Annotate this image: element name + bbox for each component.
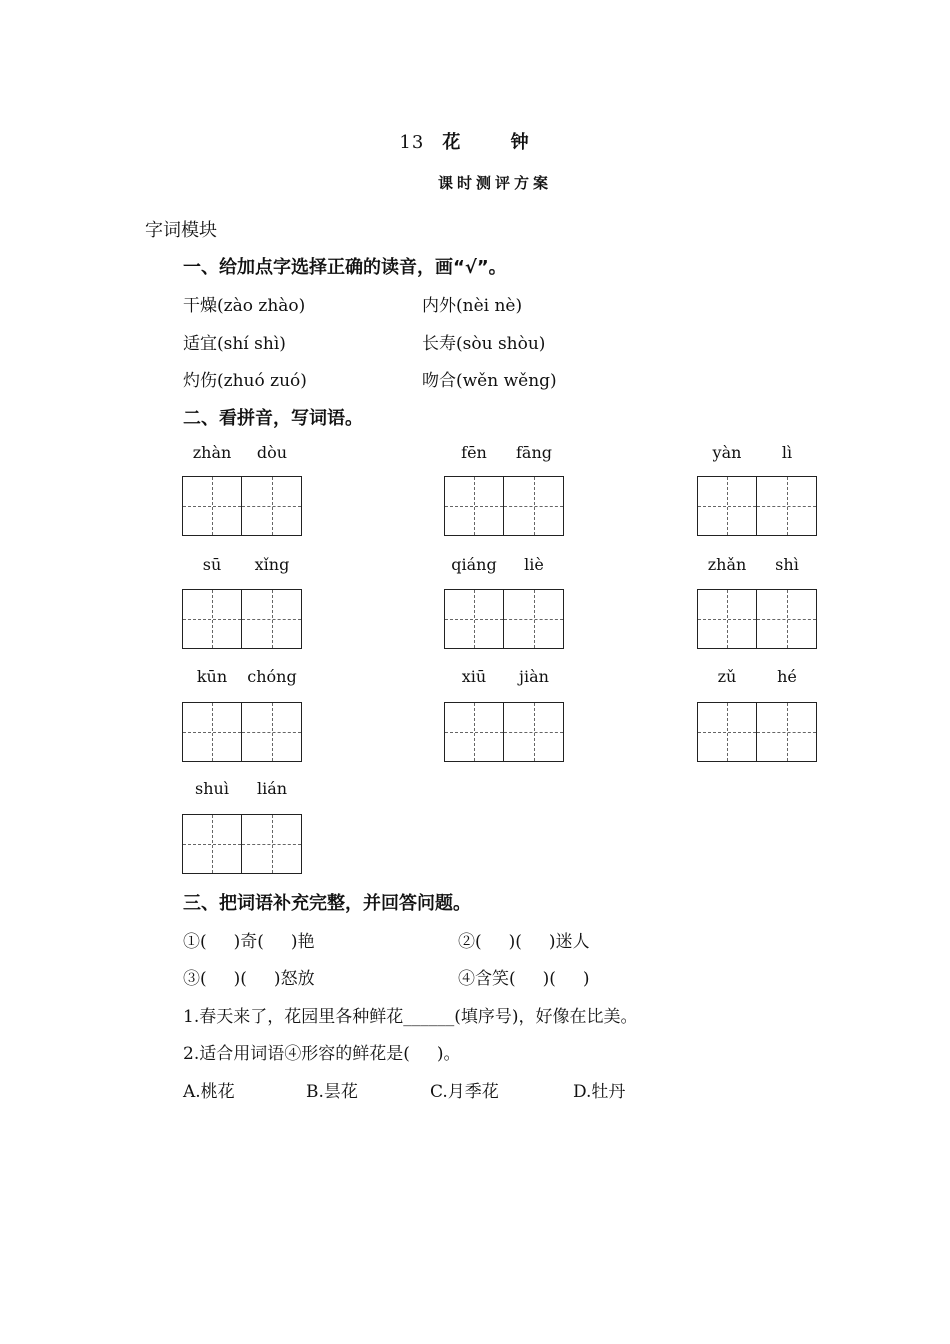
pronunciation-item: 吻合(wěn wěng) [422,371,557,391]
pinyin-label: kūn chóng [196,667,297,686]
page-subtitle: 课时测评方案 [437,174,552,192]
pinyin-label: sū xǐng [202,555,290,574]
section2-heading: 二、看拼音，写词语。 [183,408,363,429]
pinyin-label: shuì lián [195,779,288,798]
writing-grid[interactable] [697,702,817,762]
section1-heading: 一、给加点字选择正确的读音，画“√”。 [183,257,507,278]
pinyin-label: xiū jiàn [461,667,549,686]
option-a: A.桃花 [183,1082,235,1102]
fill-blank-item: ④含笑( )( ) [458,969,590,989]
pinyin-label: zhǎn shì [707,555,799,574]
page-title [0,128,950,154]
section3-heading: 三、把词语补充完整，并回答问题。 [183,893,471,914]
pronunciation-item: 干燥(zào zhào) [183,296,306,316]
option-b: B.昙花 [306,1082,358,1102]
module-title: 字词模块 [145,220,217,241]
option-d: D.牡丹 [573,1082,626,1102]
question-2: 2.适合用词语④形容的鲜花是( )。 [183,1044,461,1064]
writing-grid[interactable] [697,476,817,536]
pinyin-label: fēn fāng [461,443,552,462]
pinyin-label: zhàn dòu [192,443,288,462]
writing-grid[interactable] [182,702,302,762]
question-1: 1.春天来了，花园里各种鲜花______(填序号)，好像在比美。 [183,1007,638,1027]
pinyin-label: yàn lì [712,443,793,462]
lesson-number: 13 [399,132,425,153]
fill-blank-item: ③( )( )怒放 [183,969,315,989]
pronunciation-item: 灼伤(zhuó zuó) [183,371,307,391]
writing-grid[interactable] [444,589,564,649]
pronunciation-item: 适宜(shí shì) [183,334,286,354]
pinyin-label: zǔ hé [717,667,797,686]
writing-grid[interactable] [182,476,302,536]
writing-grid[interactable] [444,702,564,762]
pinyin-label: qiáng liè [451,555,544,574]
pronunciation-item: 长寿(sòu shòu) [422,334,546,354]
writing-grid[interactable] [182,814,302,874]
lesson-title: 花 钟 [442,132,551,153]
writing-grid[interactable] [444,476,564,536]
pronunciation-item: 内外(nèi nè) [422,296,523,316]
writing-grid[interactable] [697,589,817,649]
writing-grid[interactable] [182,589,302,649]
fill-blank-item: ①( )奇( )艳 [183,932,315,952]
option-c: C.月季花 [430,1082,499,1102]
fill-blank-item: ②( )( )迷人 [458,932,590,952]
